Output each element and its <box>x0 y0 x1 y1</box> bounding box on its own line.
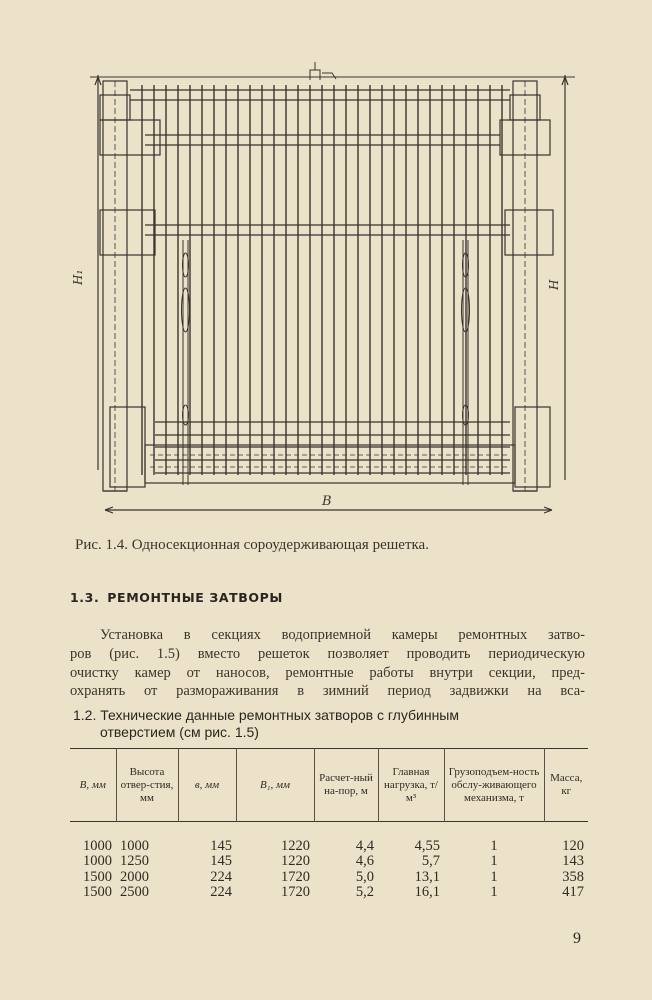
table-row <box>70 854 588 869</box>
body-line: Установка в секциях водоприемной камеры ремонтных затво- <box>100 627 585 643</box>
table-row <box>70 885 588 900</box>
grille-drawing <box>70 55 590 525</box>
table-cell: 1 <box>490 868 498 885</box>
column-header: в, мм <box>178 749 236 822</box>
column-header: Масса, кг <box>544 749 588 822</box>
table-cell: 224 <box>210 883 232 900</box>
table-cell: 4,55 <box>414 838 440 854</box>
column-header: Грузоподъем-ность обслу-живающего механизма, т <box>444 749 544 822</box>
table-cell: 145 <box>210 838 232 854</box>
table-cell: 5,2 <box>355 883 374 900</box>
table-cell: 224 <box>210 868 232 885</box>
table-cell: 1 <box>490 853 498 870</box>
table-cell: 4,4 <box>355 838 374 854</box>
table-cell: 1 <box>490 838 498 854</box>
table-title <box>73 707 593 741</box>
table-cell: 1000 <box>83 853 112 870</box>
table-cell: 5,0 <box>355 868 374 885</box>
table-header-row <box>70 749 588 822</box>
table-row <box>70 870 588 885</box>
table-cell: 1000 <box>120 838 149 854</box>
table-row <box>70 822 588 855</box>
column-header: В₁, мм <box>236 749 314 822</box>
table-cell: 5,7 <box>421 853 440 870</box>
column-header: Высота отвер-стия, мм <box>116 749 178 822</box>
body-paragraph <box>70 626 585 701</box>
column-header: Главная нагрузка, т/м³ <box>378 749 444 822</box>
table-cell: 2000 <box>120 868 149 885</box>
table-cell: 1720 <box>281 868 310 885</box>
section-heading <box>70 590 283 605</box>
table-cell: 1720 <box>281 883 310 900</box>
body-line: охранять от размораживания в зимний период задвижки на вса- <box>70 683 585 700</box>
page-number: 9 <box>573 930 581 947</box>
table-cell: 1 <box>490 883 498 900</box>
table-cell: 120 <box>562 838 584 854</box>
column-header: Расчет-ный на-пор, м <box>314 749 378 822</box>
table-cell: 1000 <box>83 838 112 854</box>
table-cell: 145 <box>210 853 232 870</box>
table-title-line-2: отверстием (см рис. 1.5) <box>100 724 259 740</box>
section-number: 1.3. <box>70 590 100 605</box>
table-cell: 16,1 <box>414 883 440 900</box>
table-cell: 358 <box>562 868 584 885</box>
figure-caption: Рис. 1.4. Односекционная сороудерживающая решетка. <box>75 537 429 553</box>
dim-label-h1: H₁ <box>71 269 85 285</box>
dim-label-h: H <box>547 279 561 290</box>
column-header: В, мм <box>79 778 106 791</box>
table-cell: 143 <box>562 853 584 870</box>
section-title: РЕМОНТНЫЕ ЗАТВОРЫ <box>107 590 283 605</box>
table-cell: 4,6 <box>355 853 374 870</box>
dim-label-b: В <box>322 494 332 509</box>
table-title-line-1: 1.2. Технические данные ремонтных затворов с глубинным <box>73 707 459 723</box>
body-line: очистку камер от наносов, ремонтные работы внутри секции, пред- <box>70 664 585 681</box>
table-cell: 1220 <box>281 838 310 854</box>
table-cell: 1500 <box>83 868 112 885</box>
body-line: ров (рис. 1.5) вместо решеток позволяет проводить периодическую <box>70 645 585 662</box>
table-cell: 1500 <box>83 883 112 900</box>
table-cell: 417 <box>562 883 584 900</box>
table-cell: 13,1 <box>414 868 440 885</box>
data-table <box>70 748 588 900</box>
table-cell: 2500 <box>120 883 149 900</box>
table-cell: 1220 <box>281 853 310 870</box>
table-cell: 1250 <box>120 853 149 870</box>
